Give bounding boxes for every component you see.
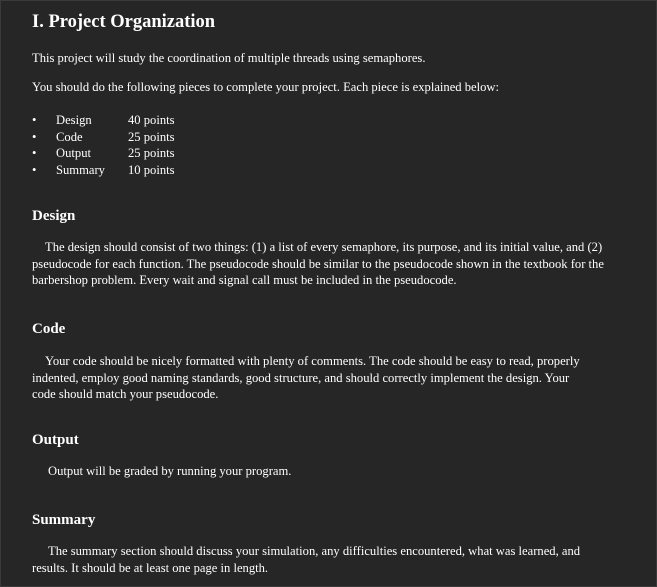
piece-points: 25 points (128, 129, 175, 144)
output-paragraph: Output will be graded by running your program. (48, 464, 292, 478)
code-heading: Code (32, 321, 66, 337)
bullet-icon: • (32, 146, 37, 160)
summary-paragraph: The summary section should discuss your simulation, any difficulties encountered, what was learned, and results. It should be at least one page in length. (32, 544, 581, 575)
bullet-icon: • (32, 113, 37, 127)
page-title: I. Project Organization (32, 12, 216, 32)
piece-name: Design (56, 113, 92, 127)
piece-name: Code (56, 129, 83, 144)
piece-name: Output (56, 146, 91, 160)
bullet-icon: • (32, 162, 37, 177)
summary-heading: Summary (32, 512, 96, 528)
bullet-icon: • (32, 129, 37, 144)
code-paragraph: Your code should be nicely formatted with plenty of comments. The code should be easy to read, properly indented, employ good naming standards, good structure, and should correctly implement the design. Your code should match your pseudocode. (32, 354, 580, 401)
piece-points: 40 points (128, 113, 175, 127)
piece-points: 25 points (128, 146, 175, 160)
intro-paragraph: This project will study the coordination of multiple threads using semaphores. (32, 51, 426, 65)
output-heading: Output (32, 432, 79, 448)
piece-points: 10 points (128, 162, 175, 177)
design-paragraph: The design should consist of two things: (1) a list of every semaphore, its purpose, and its initial value, and (2) pseudocode for each function. The pseudocode should be similar to the pseudocode shown in the textbook for the barbershop problem. Every wait and signal call must be included in the pseudocode. (32, 240, 604, 287)
design-heading: Design (32, 208, 76, 224)
instructions-paragraph: You should do the following pieces to complete your project. Each piece is explained below: (32, 80, 500, 94)
piece-name: Summary (56, 162, 105, 177)
